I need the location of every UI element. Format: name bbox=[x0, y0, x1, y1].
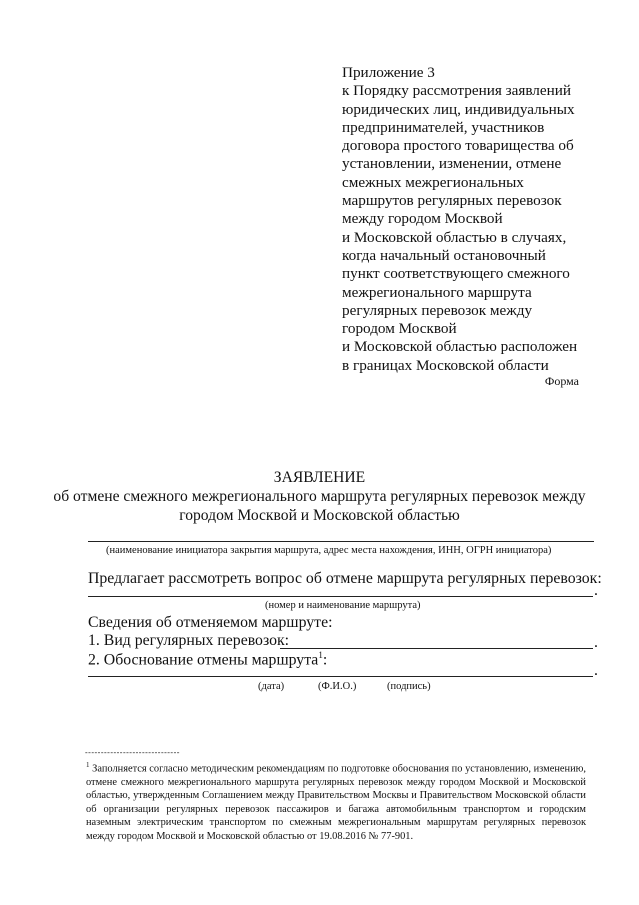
form-label: Форма bbox=[544, 374, 579, 388]
footnote-mark: 1 bbox=[86, 761, 90, 769]
initiator-caption: (наименование инициатора закрытия маршрута, адрес места нахождения, ИНН, ОГРН инициатора) bbox=[106, 545, 552, 556]
transport-type-period: . bbox=[594, 634, 598, 651]
appendix-line: между городом Москвой bbox=[342, 210, 503, 228]
item-reason-label bbox=[88, 650, 327, 669]
item-reason-text: 2. Обоснование отмены маршрута bbox=[88, 651, 319, 669]
reason-field-line[interactable] bbox=[88, 676, 593, 677]
appendix-line: маршрутов регулярных перевозок bbox=[342, 192, 562, 210]
footnote-ref: 1 bbox=[318, 650, 323, 660]
transport-type-field-line[interactable] bbox=[280, 648, 593, 649]
footnote-separator: ------------------------------ bbox=[85, 748, 180, 757]
footnote-text: Заполняется согласно методическим рекомендациям по подготовке обоснования по установлению, изменению, отмене смежного межрегионального маршрута регулярных перевозок между городом Москвой и Московской областью, утвержденным Соглашением между Правительством Москвы и Правительством Московской области об организации регулярных перевозок пассажиров и багажа автомобильным транспортом и городским наземным электрическим транспортом по смежным межрегиональным маршрутам регулярных перевозок между городом Москвой и Московской областью от 19.08.2016 № 77-901. bbox=[86, 763, 586, 842]
item-reason-colon: : bbox=[322, 651, 328, 669]
route-field-line[interactable] bbox=[88, 596, 593, 597]
item-transport-type-label: 1. Вид регулярных перевозок: bbox=[88, 632, 290, 649]
initiator-field-line[interactable] bbox=[88, 541, 594, 542]
appendix-line: городом Москвой bbox=[342, 320, 457, 338]
reason-period: . bbox=[594, 662, 598, 679]
info-heading: Сведения об отменяемом маршруте: bbox=[88, 614, 333, 631]
document-title: ЗАЯВЛЕНИЕ bbox=[273, 469, 366, 486]
appendix-line: и Московской областью расположен bbox=[342, 338, 578, 356]
subtitle-line-1: об отмене смежного межрегионального маршрута регулярных перевозок между bbox=[53, 488, 586, 505]
appendix-block bbox=[342, 64, 577, 375]
route-caption: (номер и наименование маршрута) bbox=[265, 600, 421, 611]
appendix-line: предпринимателей, участников bbox=[342, 118, 545, 136]
appendix-line: Приложение 3 bbox=[342, 64, 435, 81]
subtitle-line-2: городом Москвой и Московской областью bbox=[179, 507, 460, 524]
sign-signature-caption: (подпись) bbox=[387, 681, 431, 692]
appendix-line: установлении, изменении, отмене bbox=[342, 155, 562, 173]
sign-name-caption: (Ф.И.О.) bbox=[318, 681, 357, 692]
appendix-line: в границах Московской области bbox=[342, 356, 549, 374]
appendix-line: юридических лиц, индивидуальных bbox=[342, 100, 575, 118]
appendix-line: к Порядку рассмотрения заявлений bbox=[342, 82, 572, 100]
appendix-line: межрегионального маршрута bbox=[342, 283, 532, 301]
route-period: . bbox=[594, 582, 598, 599]
proposal-text: Предлагает рассмотреть вопрос об отмене маршрута регулярных перевозок: bbox=[88, 570, 602, 587]
sign-date-caption: (дата) bbox=[258, 681, 285, 692]
appendix-line: когда начальный остановочный bbox=[342, 246, 546, 264]
appendix-line: регулярных перевозок между bbox=[342, 301, 533, 319]
footnote bbox=[86, 759, 586, 843]
appendix-line: договора простого товарищества об bbox=[342, 137, 574, 155]
appendix-line: пункт соответствующего смежного bbox=[342, 265, 570, 283]
appendix-line: и Московской областью в случаях, bbox=[342, 228, 567, 246]
appendix-line: смежных межрегиональных bbox=[342, 173, 524, 191]
document-subtitle bbox=[0, 487, 639, 525]
